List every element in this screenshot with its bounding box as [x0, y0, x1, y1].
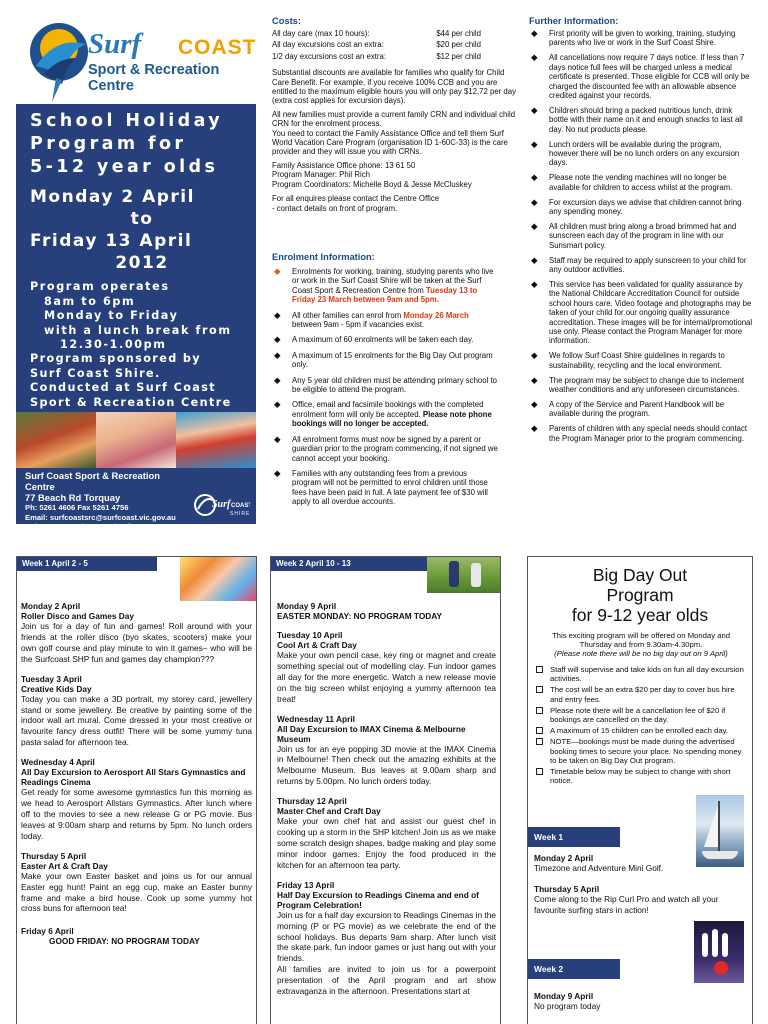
diamond-bullet-icon: ◆: [531, 138, 538, 149]
further-info-item: [529, 140, 753, 168]
day-description-2: All families are invited to join us for a powerpoint presentation of the April program and art show extravaganza in the afternoon. Presentations start at: [277, 964, 496, 997]
cost-amount: $44 per child: [436, 29, 481, 38]
day-activity: Half Day Excursion to Readings Cinema and end of Program Celebration!: [277, 889, 479, 910]
kids-swimming-photo: [176, 412, 256, 468]
day-description: Make your own pencil case, key ring or magnet and create something special out of modelling clay. Fun indoor games all day for the more energetic. Watch a new release movie on the big screen whilst enjoying a yummy afternoon tea treat!: [277, 650, 496, 704]
bigday-rule-item: [532, 726, 748, 735]
further-info-item: [529, 222, 753, 250]
day-activity: Easter Art & Craft Day: [21, 860, 108, 871]
day-entry: [277, 796, 496, 871]
diamond-bullet-icon: ◆: [531, 28, 538, 38]
further-info-text: We follow Surf Coast Shire guidelines in regards to sustainability, recycling and the local environment.: [549, 351, 725, 370]
date-line: Friday 13 April: [30, 231, 193, 251]
cost-row: [272, 51, 516, 62]
checkbox-bullet-icon: [536, 727, 543, 734]
further-info-text: The program may be subject to change due to inclement weather conditions and any unforeseen circumstances.: [549, 375, 745, 394]
diamond-bullet-icon: ◆: [274, 334, 281, 345]
further-info-item: [529, 29, 753, 48]
sponsor-line: Conducted at Surf Coast: [30, 381, 217, 394]
girl-smiling-photo: [96, 412, 176, 468]
day-activity: All Day Excursion to IMAX Cinema & Melbourne Museum: [277, 723, 466, 744]
contact-details: [25, 470, 190, 532]
diamond-bullet-icon: ◆: [531, 254, 538, 265]
day-entry: [277, 714, 496, 788]
diamond-bullet-icon: ◆: [531, 220, 538, 231]
further-info-item: [529, 424, 753, 443]
logo-word-surf: Surf: [88, 28, 142, 60]
fao-phone: Family Assistance Office phone: 13 61 50: [272, 160, 416, 170]
further-info-text: All children must bring along a broad brimmed hat and sunscreen each day of the program in line with our Sunsmart policy.: [549, 221, 737, 250]
shire-logo-coast: COAST: [231, 503, 250, 509]
cost-amount: $20 per child: [436, 40, 481, 50]
day-description: Make your own chef hat and assist our guest chef in cooking up a storm in the SHP kitchen! Join us as we make some scratch design shapes, badge making and play some minor indoor games. Enjoy the food produced in the kitchen for an afternoon tea party.: [277, 816, 496, 870]
contact-email[interactable]: Email: surfcoastsrc@surfcoast.vic.gov.au: [25, 512, 176, 522]
shire-logo-shire: SHIRE: [230, 511, 250, 517]
bigday-rule-item: [532, 706, 748, 724]
bigday-title-line: Big Day Out: [592, 565, 688, 585]
checkbox-bullet-icon: [536, 666, 543, 673]
diamond-bullet-icon: ◆: [531, 423, 538, 434]
day-description: Join us for a half day excursion to Readings Cinemas in the morning (P or PG movie) as we celebrate the end of the school holidays. Bus departs 9am sharp. After lunch visit the skate park, fun indoor games or just hang out with your friends.: [277, 909, 496, 964]
further-info-item: [529, 400, 753, 419]
day-entry: [21, 851, 252, 915]
enrolment-item: ◆ Families with any outstanding fees from a previous program will not be permitted to enrol children until those fees have been paid in full. A late payment fee of $30 will apply to all overdue accounts.: [274, 467, 488, 507]
day-title: Monday 9 April: [534, 991, 594, 1001]
enrolment-section: [272, 252, 498, 507]
further-info-item: [529, 256, 753, 275]
cost-label: 1/2 day excursions cost an extra:: [272, 51, 386, 61]
day-title: Friday 13 April: [277, 879, 335, 890]
hours-line: with a lunch break from: [44, 323, 232, 337]
diamond-bullet-icon: ◆: [274, 266, 281, 276]
program-info-panel: [16, 104, 256, 532]
day-title: Wednesday 11 April: [277, 713, 355, 724]
bigday-intro: [542, 631, 740, 659]
diamond-bullet-icon: ◆: [274, 309, 281, 320]
enrolment-item: ◆ All other families can enrol from Monday 26 March between 9am - 5pm if vacancies exist.: [274, 309, 469, 330]
kids-photo-strip: [16, 412, 256, 468]
enrolment-heading: Enrolment Information:: [272, 252, 375, 262]
further-info-item: [529, 376, 753, 395]
diamond-bullet-icon: ◆: [531, 172, 538, 183]
day-title: Thursday 12 April: [277, 796, 347, 807]
enrolment-item: ◆ Office, email and facsimile bookings with the completed enrolment form will only be accepted. Please note phone bookings will no longer be accepted.: [274, 399, 492, 429]
week2-days: [277, 601, 496, 997]
further-info-item: [529, 173, 753, 192]
day-description: Join us for a day of fun and games! Roll around with your friends at the roller disco (byo skates, scooters) make your own golf course and play minute to win it games– who will be the Surfcoast SHP fun and games day champion???: [21, 621, 252, 664]
day-title: Tuesday 3 April: [21, 673, 82, 684]
bigday-rule-text: Please note there will be a cancellation fee of $20 if bookings are cancelled on the day.: [550, 705, 726, 725]
diamond-bullet-icon: ◆: [531, 350, 538, 361]
day-title: Monday 2 April: [534, 853, 594, 863]
checkbox-bullet-icon: [536, 707, 543, 714]
diamond-bullet-icon: ◆: [531, 196, 538, 207]
further-info-text: This service has been validated for quality assurance by the National Childcare Accreditation Council for outside school hours care. Video footage and photographs may be taken of your child for our ongoing quality assurance accreditation. These images will be for internal/promotional use only. Please contact the Program Manager for more information.: [549, 279, 753, 346]
further-info-item: [529, 351, 753, 370]
contact-twitter[interactable]: Twitter: www.twitter.com/surfcoastsrc: [25, 522, 162, 532]
sponsor-line: Surf Coast Shire.: [30, 366, 161, 380]
surfcoast-logo: [28, 14, 257, 104]
cost-amount: $12 per child: [436, 51, 481, 61]
week2-header: Week 2 April 10 - 13: [271, 557, 427, 571]
painted-hands-kid-photo: [180, 557, 256, 601]
day-title: Thursday 5 April: [21, 850, 87, 861]
bigday-intro-text: This exciting program will be offered on Monday and Thursday and from 9.30am-4.30pm.: [551, 631, 731, 650]
further-info-list: [529, 29, 753, 443]
day-description: No program today: [534, 1001, 601, 1011]
diamond-bullet-icon: ◆: [531, 398, 538, 409]
ccb-discount-text: Substantial discounts are available for families who qualify for Child Care Benefit. For example, if you receive 100% CCB and you are entitled to the maximum eligible hours you will only pay $12.72 per day (extra cost applies for excursion days).: [272, 68, 517, 106]
bigday-rule-item: [532, 737, 748, 765]
day-activity: Master Chef and Craft Day: [277, 806, 381, 817]
bowling-pins-photo: [694, 921, 744, 983]
program-sponsor: [30, 352, 254, 410]
bigday-rule-text: Timetable below may be subject to change with short notice.: [550, 767, 731, 786]
day-title: Wednesday 4 April: [21, 757, 95, 768]
day-title: Friday 6 April: [21, 926, 74, 937]
costs-heading: Costs:: [272, 16, 301, 26]
day-activity: GOOD FRIDAY: NO PROGRAM TODAY: [49, 936, 200, 947]
day-title: Monday 2 April: [21, 601, 81, 611]
title-line: Program for: [30, 134, 187, 154]
date-line: to: [130, 209, 154, 229]
further-info-section: [529, 16, 753, 449]
date-line: 2012: [115, 253, 169, 273]
week1-schedule: [16, 556, 257, 1024]
day-description: Come along to the Rip Curl Pro and watch all your favourite surfing stars in action!: [534, 893, 719, 915]
checkbox-bullet-icon: [536, 686, 543, 693]
day-activity: Creative Kids Day: [21, 683, 92, 694]
further-info-text: Staff may be required to apply sunscreen to your child for any outdoor activities.: [549, 255, 747, 275]
diamond-bullet-icon: ◆: [274, 433, 281, 444]
enquiries-text-2: - contact details on front of program.: [272, 203, 398, 213]
logo-subtitle: Sport & Recreation Centre: [88, 62, 220, 94]
enrolment-item: ◆ A maximum of 15 enrolments for the Big Day Out program only.: [274, 349, 493, 370]
bigday-rule-text: The cost will be an extra $20 per day to cover bus hire and entry fees.: [550, 685, 735, 704]
program-hours: [30, 280, 254, 353]
bigday-rules-list: [532, 665, 748, 787]
day-description: Get ready for some awesome gymnastics fun this morning as we head to Aerosport Allstars Gymnastics. After lunch where off to the movies to see a new release G or PG movie. Bus leaves at 9:00am sharp and returns by 5pm. No lunch orders today.: [21, 787, 252, 841]
contact-address: 77 Beach Rd Torquay: [25, 492, 121, 503]
day-entry: [21, 926, 252, 946]
day-entry: [21, 757, 252, 842]
kids-cricket-photo: [427, 557, 500, 593]
bigday-rule-item: [532, 665, 748, 683]
bigday-rule-text: A maximum of 15 children can be enrolled each day.: [550, 726, 729, 736]
shire-logo-surf: Surf: [212, 499, 231, 510]
further-info-text: Parents of children with any special needs should contact the Program Manager prior to the program commencing.: [549, 424, 748, 443]
bigday-week1-days: [534, 853, 750, 916]
day-description: Timezone and Adventure Mini Golf.: [534, 863, 664, 873]
program-dates: [30, 186, 254, 274]
cost-row: [272, 28, 516, 39]
day-entry: [277, 880, 496, 997]
diamond-bullet-icon: ◆: [274, 399, 281, 410]
day-activity: Roller Disco and Games Day: [21, 611, 134, 621]
bigday-title-line: Program: [606, 585, 674, 605]
day-entry: [277, 630, 496, 705]
hours-line: Program operates: [30, 280, 170, 293]
day-title: Monday 9 April: [277, 601, 337, 611]
diamond-bullet-icon: ◆: [274, 374, 281, 385]
enrolment-item: ◆ All enrolment forms must now be signed by a parent or guardian prior to the program commencing, if not signed we cannot accept your booking.: [274, 433, 498, 463]
further-info-text: A copy of the Service and Parent Handbook will be available during the program.: [549, 399, 725, 419]
program-title: [30, 110, 254, 179]
further-info-text: Children should bring a packed nutritious lunch, drink bottle with their name on it and enough snacks to last all day. No nut products please.: [549, 105, 743, 134]
further-info-text: All cancellations now require 7 days notice. If less than 7 days notice full fees will be charged unless a medical certificate is presented. Those eligible for CCB will only be charged the discounted fee with an allowable absence credited against your records.: [549, 53, 750, 100]
contact-name: Surf Coast Sport & Recreation Centre: [25, 470, 160, 492]
title-line: School Holiday: [30, 111, 224, 131]
bigday-week2-days: [534, 991, 750, 1012]
sponsor-line: Sport & Recreation Centre: [30, 395, 232, 409]
day-activity: Cool Art & Craft Day: [277, 640, 357, 650]
surf-coast-shire-logo: [194, 490, 250, 520]
further-info-text: Please note the vending machines will no longer be available for children to access whilst at the program.: [549, 173, 733, 192]
kids-football-photo: [16, 412, 96, 468]
checkbox-bullet-icon: [536, 738, 543, 745]
further-info-item: [529, 106, 753, 134]
diamond-bullet-icon: ◆: [531, 374, 538, 385]
logo-emblem-icon: [28, 14, 90, 104]
enrolment-list: [272, 267, 498, 507]
costs-section: [272, 16, 516, 213]
further-info-heading: Further Information:: [529, 16, 619, 26]
week2-schedule: [270, 556, 501, 1024]
bigday-week2-tag: Week 2: [528, 959, 620, 979]
title-line: 5-12 year olds: [30, 157, 219, 177]
day-description: Make your own Easter basket and joins us for our annual Easter egg hunt! Paint an egg cup, make an Easter bunny frame and make a bird house. Cook up some yummy hot cross buns for afternoon tea!: [21, 870, 252, 914]
further-info-item: [529, 53, 753, 100]
sponsor-line: Program sponsored by: [30, 352, 202, 365]
hours-line: 8am to 6pm: [44, 294, 136, 308]
costs-table: [272, 28, 516, 62]
checkbox-bullet-icon: [536, 768, 543, 775]
hours-line: Monday to Friday: [44, 309, 179, 322]
day-description: Join us for an eye popping 3D movie at the IMAX Cinema in Melbourne! Then check out the amazing exhibits at the Melbourne Museum. Bus leaves at 9.00am sharp and returns by 5.00pm. No lunch orders today.: [277, 743, 496, 787]
day-entry: [21, 674, 252, 749]
date-line: Monday 2 April: [30, 187, 195, 207]
further-info-item: [529, 198, 753, 217]
day-description: Today you can make a 3D portrait, my storey card, jewellery stand or some jewellery. Be creative by painting some of the indoor wall art mural. Come dressed in your most creative or favourite fancy dress outfit! There will be some yummy tuna pasta salad for afternoon tea.: [21, 693, 252, 748]
further-info-text: For excursion days we advise that children cannot bring any spending money.: [549, 197, 742, 216]
enquiries-text: For all enquires please contact the Centre Office: [272, 194, 440, 204]
hours-line: 12.30-1.00pm: [60, 338, 167, 351]
fao-contact-text: You need to contact the Family Assistance Office and tell them Surf World Vacation Care Program (organisation ID 1-60C-33) is the care provider and they will issue you with CRNs.: [272, 128, 508, 157]
bigday-rule-text: Staff will supervise and take kids on fun all day excursion activities.: [550, 665, 744, 684]
big-day-out-panel: [527, 556, 753, 1024]
crn-requirement-text: All new families must provide a current family CRN and individual child CRN for the enrolment process.: [272, 109, 516, 129]
further-info-text: Lunch orders will be available during the program, however there will be no lunch orders on any excursion days.: [549, 139, 740, 168]
bigday-title-line: for 9-12 year olds: [571, 605, 709, 625]
bigday-rule-item: [532, 685, 748, 703]
day-title: Tuesday 10 April: [277, 630, 343, 640]
program-manager: Program Manager: Phil Rich: [272, 170, 370, 180]
day-activity: EASTER MONDAY: NO PROGRAM TODAY: [277, 611, 443, 621]
bigday-rule-item: [532, 767, 748, 785]
diamond-bullet-icon: ◆: [274, 349, 281, 360]
diamond-bullet-icon: ◆: [531, 52, 538, 63]
logo-word-coast: COAST: [178, 36, 257, 59]
enrolment-item: ◆ Any 5 year old children must be attending primary school to be eligible to attend the program.: [274, 374, 497, 395]
cost-label: All day excursions cost an extra:: [272, 40, 384, 50]
week1-days: [21, 601, 252, 946]
big-day-out-title: [528, 565, 752, 625]
diamond-bullet-icon: ◆: [531, 278, 538, 289]
program-coordinators: Program Coordinators: Michelle Boyd & Jesse McCluskey: [272, 179, 472, 189]
day-activity: All Day Excursion to Aerosport All Stars Gymnastics and Readings Cinema: [21, 767, 246, 788]
enrolment-item: ◆ A maximum of 60 enrolments will be taken each day.: [274, 334, 474, 345]
week1-header: Week 1 April 2 - 5: [17, 557, 157, 571]
day-entry: [21, 601, 252, 665]
diamond-bullet-icon: ◆: [274, 467, 281, 478]
cost-row: [272, 39, 516, 50]
contact-phone: Ph: 5261 4606 Fax 5261 4756: [25, 503, 129, 512]
bigday-intro-note: (Please note there will be no big day out on 9 April): [554, 649, 728, 659]
shire-logo-icon: [194, 490, 250, 520]
cost-label: All day care (max 10 hours):: [272, 29, 370, 38]
day-entry: [277, 601, 496, 621]
day-title: Thursday 5 April: [534, 883, 600, 894]
diamond-bullet-icon: ◆: [531, 104, 538, 115]
bigday-week1-tag: Week 1: [528, 827, 620, 847]
further-info-item: [529, 280, 753, 346]
bigday-rule-text: NOTE—bookings must be made during the advertised booking times to secure your place. No spending money to be taken on Big Day Out program.: [550, 737, 742, 765]
further-info-text: First priority will be given to working, training, studying parents who live or work in the Surf Coast Shire.: [549, 29, 736, 48]
enrolment-item: ◆ Enrolments for working, training, studying parents who live or work in the Surf Coast Shire will be taken at the Surf Coast Sport & Recreation Centre from Tuesday 13 to Friday 23 March between 9am and 5pm.: [274, 266, 494, 305]
